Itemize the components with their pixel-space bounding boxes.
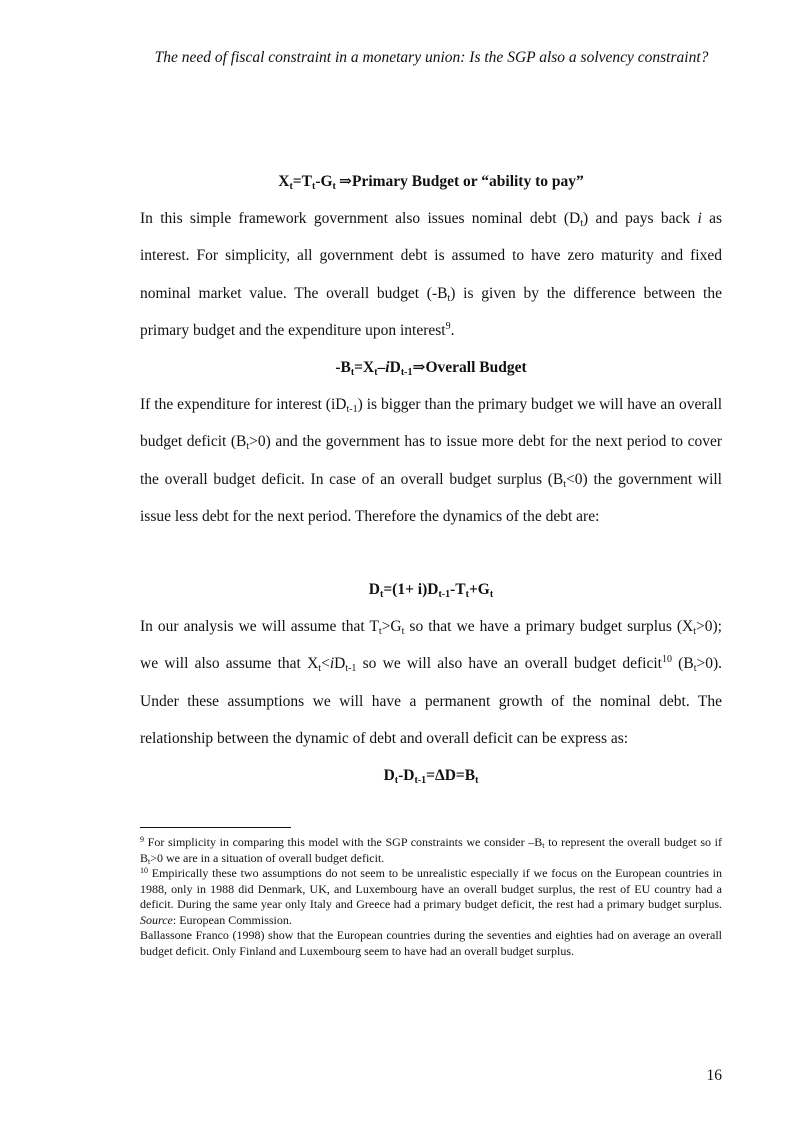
footnote-ref-10: 10: [661, 654, 672, 666]
footnote-separator: [140, 827, 291, 828]
equation-primary-budget: $X_t=T_t-G_t$ ⇒Primary Budget or “ability to pay”: [278, 173, 584, 192]
paragraph-interest-expenditure: If the expenditure for interest $(iD_{t-1})$ is bigger than the primary budget we will have an overall budget deficit $(B_t>0)$ and the government has to issue more debt for the next period to cover the overall budget deficit. In case of an overall budget surplus $(B_t<0)$ the government will issue less debt for the next period. Therefore the dynamics of the debt are:: [140, 396, 722, 525]
equation-overall-budget-label: ⇒Overall Budget: [412, 359, 527, 376]
page-number: 16: [706, 1067, 722, 1084]
footnote-9: $^9$ For simplicity in comparing this model with the SGP constraints we consider $-B_t$ to represent the overall budget so if $B_t>0$ we are in a situation of overall budget deficit.: [140, 835, 722, 866]
footnote-10-continuation: Ballassone Franco (1998) show that the European countries during the seventies and eighties had on average an overall budget deficit. Only Finland and Luxembourg seem to have had an overall budget surplus.: [140, 928, 722, 958]
equation-overall-budget: $-B_t=X_t-iD_{t-1}\Rightarrow Overall$ Budget: [335, 359, 527, 378]
footnote-ref-9: 9: [445, 320, 451, 332]
equation-debt-deficit: $D_t-D_{t-1}=\Delta D=B_t$: [383, 767, 479, 786]
running-header: The need of fiscal constraint in a monetary union: Is the SGP also a solvency constraint?: [154, 49, 709, 66]
footnote-10: $^{10}$ Empirically these two assumptions do not seem to be unrealistic especially if we focus on the European countries in 1988, only in 1988 did Denmark, UK, and Luxembourg have an overall budget surplus, the rest of EU country had a deficit. During the same year only Italy and Greece had a primary budget deficit, the rest had a primary budget surplus. Source: European Commission.: [140, 866, 722, 927]
equation-debt-dynamics: $D_t=(1+ i)D_{t-1}-T_t+G_t$: [368, 581, 494, 600]
paragraph-nominal-debt: In this simple framework government also issues nominal debt $(D_t)$ and pays back i as interest. For simplicity, all government debt is assumed to have zero maturity and fixed nominal market value. The overall budget $(-B_t)$ is given by the difference between the primary budget and the expenditure upon interest$^9$.: [140, 210, 722, 339]
equation-primary-budget-label: ⇒Primary Budget or “ability to pay”: [338, 173, 584, 190]
paragraph-assumptions: In our analysis we will assume that $T_t>G_t$ so that we have a primary budget surplus $(X_t>0)$; we will also assume that $X_t<iD_{t-1}$ so we will also have an overall budget deficit$^{10}$ $(B_t>0)$. Under these assumptions we will have a permanent growth of the nominal debt. The relationship between the dynamic of debt and overall deficit can be express as:: [140, 618, 722, 747]
